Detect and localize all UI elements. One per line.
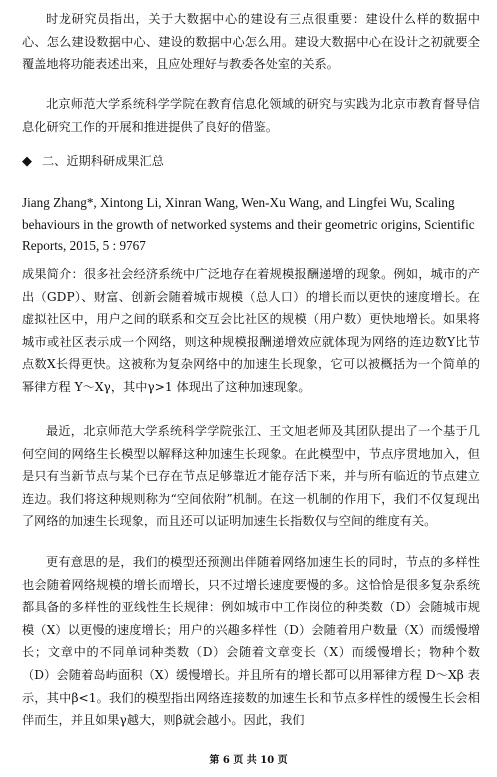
summary-paragraph: 最近，北京师范大学系统科学学院张江、王文旭老师及其团队提出了一个基于几何空间的网络生长模型以解释这种加速生长现象。在此模型中，节点序贯地加入，但是只有当新节点与某个已存在节点足够靠近才能存活下来，并与所有临近的节点建立连边。我们将这种规则称为“空间依附”机制。在这一机制的作用下，我们不仅复现出了网络的加速生长现象，而且还可以证明加速生长指数仅与空间的维度有关。 bbox=[22, 424, 480, 529]
diamond-bullet-icon: ◆ bbox=[22, 154, 32, 169]
summary-paragraph: 更有意思的是，我们的模型还预测出伴随着网络加速生长的同时，节点的多样性也会随着网络规模的增长而增长，只不过增长速度要慢的多。这恰恰是很多复杂系统都具备的多样性的亚线性生长规律：例如城市中工作岗位的种类数（D）会随城市规模（X）以更慢的速度增长；用户的兴趣多样性（D）会随着用户数量（X）而缓慢增长；文章中的不同单词种类数（D）会随着文章变长（X）而缓慢增长；物种个数（D）会随着岛屿面积（X）缓慢增长。并且所有的增长都可以用幂律方程 D～Xβ 表示，其中β<1。我们的模型指出网络连接数的加速生长和节点多样性的缓慢生长会相伴而生，并且如果γ越大，则β就会越小。因此，我们 bbox=[22, 555, 480, 728]
summary-paragraph: 成果简介：很多社会经济系统中广泛地存在着规模报酬递增的现象。例如，城市的产出（GDP）、财富、创新会随着城市规模（总人口）的增长而以更快的速度增长。在虚拟社区中，用户之间的联系和交互会比社区的规模（用户数）更快地增长。如果将城市或社区表示成一个网络，则这种规模报酬递增效应就体现为网络的连边数Y比节点数X长得更快。这被称为复杂网络中的加速生长现象，它可以被概括为一个简单的幂律方程 Y～Xγ，其中γ>1 体现出了这种加速现象。 bbox=[22, 267, 480, 394]
section-title: 二、近期科研成果汇总 bbox=[42, 154, 164, 168]
paper-citation: Jiang Zhang*, Xintong Li, Xinran Wang, Wen-Xu Wang, and Lingfei Wu, Scaling behaviours in the growth of networked systems and their geometric origins, Scientific Reports, 2015, 5 : 9767 bbox=[22, 195, 475, 253]
closing-paragraph: 北京师范大学系统科学学院在教育信息化领域的研究与实践为北京市教育督导信息化研究工作的开展和推进提供了良好的借鉴。 bbox=[22, 97, 480, 134]
section-heading bbox=[22, 150, 480, 173]
page-number: 第 6 页 共 10 页 bbox=[209, 755, 288, 766]
intro-paragraph: 时龙研究员指出，关于大数据中心的建设有三点很重要：建设什么样的数据中心、怎么建设数据中心、建设的数据中心怎么用。建设大数据中心在设计之初就要全覆盖地将功能表述出来，且应处理好与教委各处室的关系。 bbox=[22, 12, 480, 72]
